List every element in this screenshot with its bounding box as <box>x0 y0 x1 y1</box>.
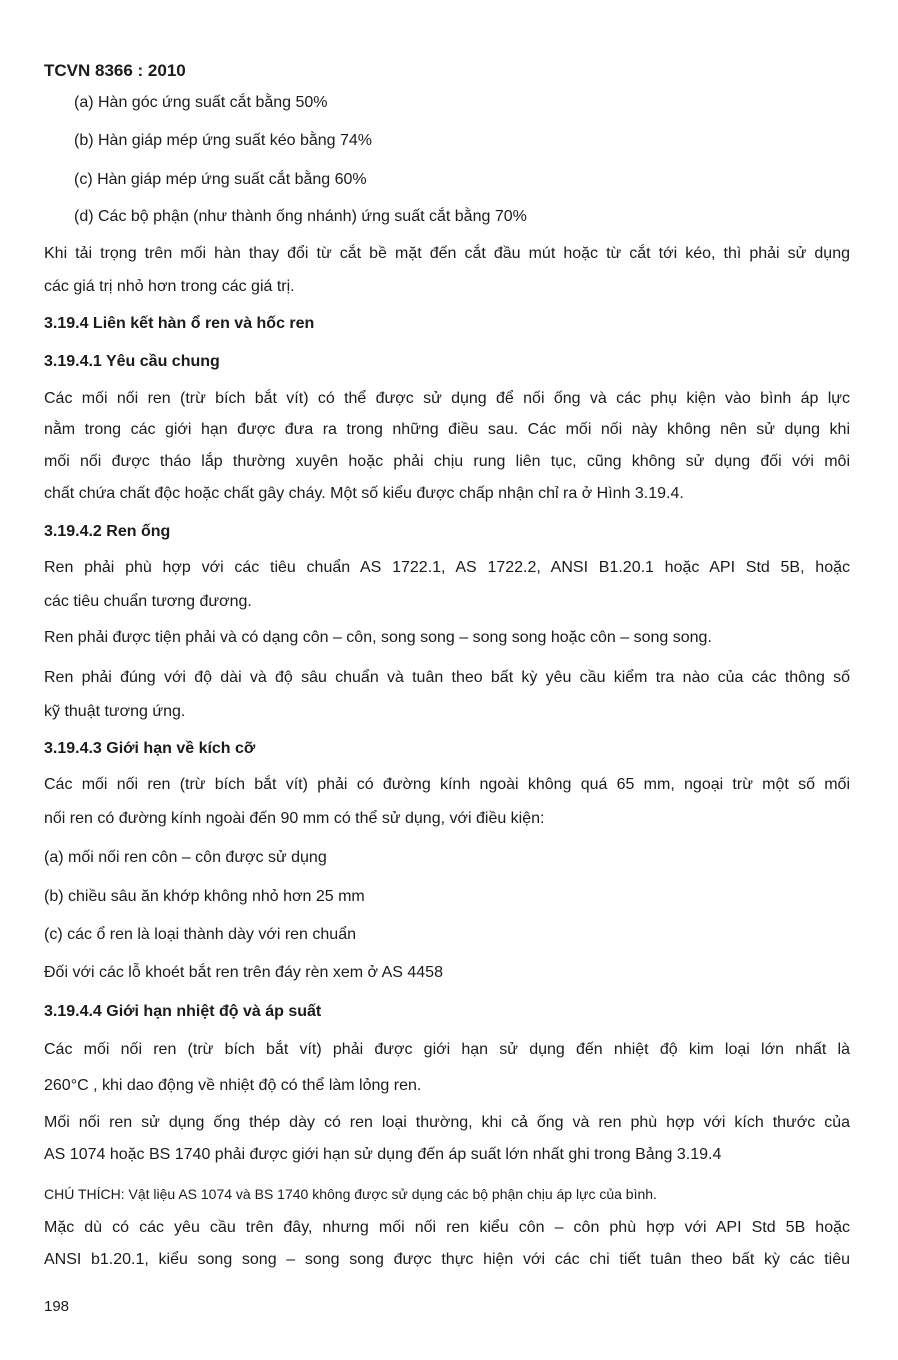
paragraph-line: Ren phải phù hợp với các tiêu chuẩn AS 1722.1, AS 1722.2, ANSI B1.20.1 hoặc API Std 5B, hoặc <box>44 559 850 576</box>
paragraph-line: Các mối nối ren (trừ bích bắt vít) phải được giới hạn sử dụng đến nhiệt độ kim loại lớn nhất là <box>44 1041 850 1058</box>
paragraph-line: Đối với các lỗ khoét bắt ren trên đáy rèn xem ở AS 4458 <box>44 964 443 981</box>
section-heading: 3.19.4.3 Giới hạn về kích cỡ <box>44 740 256 757</box>
paragraph-line: các giá trị nhỏ hơn trong các giá trị. <box>44 278 295 295</box>
section-heading: 3.19.4.2 Ren ống <box>44 523 171 540</box>
paragraph-line: ANSI b1.20.1, kiểu song song – song song được thực hiện với các chi tiết tuân theo bất kỳ các tiêu <box>44 1251 850 1268</box>
page-number: 198 <box>44 1298 70 1315</box>
section-heading: 3.19.4.1 Yêu cầu chung <box>44 353 220 370</box>
paragraph-line: AS 1074 hoặc BS 1740 phải được giới hạn sử dụng đến áp suất lớn nhất ghi trong Bảng 3.19.4 <box>44 1146 722 1163</box>
list-item: (a) mối nối ren côn – côn được sử dụng <box>44 849 327 866</box>
list-item: (a) Hàn góc ứng suất cắt bằng 50% <box>74 94 328 111</box>
paragraph-line: 260°C , khi dao động về nhiệt độ có thể làm lỏng ren. <box>44 1077 422 1094</box>
paragraph-line: Ren phải được tiện phải và có dạng côn – côn, song song – song song hoặc côn – song song. <box>44 629 712 646</box>
paragraph-line: Mối nối ren sử dụng ống thép dày có ren loại thường, khi cả ống và ren phù hợp với kích thước của <box>44 1114 850 1131</box>
list-item: (c) Hàn giáp mép ứng suất cắt bằng 60% <box>74 171 367 188</box>
paragraph-line: nối ren có đường kính ngoài đến 90 mm có thể sử dụng, với điều kiện: <box>44 810 545 827</box>
section-heading: 3.19.4 Liên kết hàn ổ ren và hốc ren <box>44 315 315 332</box>
paragraph-line: Khi tải trọng trên mối hàn thay đổi từ cắt bề mặt đến cắt đầu mút hoặc từ cắt tới kéo, thì phải sử dụng <box>44 245 850 262</box>
paragraph-line: nằm trong các giới hạn được đưa ra trong những điều sau. Các mối nối này không nên sử dụng khi <box>44 421 850 438</box>
paragraph-line: mối nối được tháo lắp thường xuyên hoặc phải chịu rung liên tục, cũng không sử dụng đối với môi <box>44 453 850 470</box>
paragraph-line: Các mối nối ren (trừ bích bắt vít) phải có đường kính ngoài không quá 65 mm, ngoại trừ một số mối <box>44 776 850 793</box>
paragraph-line: Mặc dù có các yêu cầu trên đây, nhưng mối nối ren kiểu côn – côn phù hợp với API Std 5B hoặc <box>44 1219 850 1236</box>
section-heading: 3.19.4.4 Giới hạn nhiệt độ và áp suất <box>44 1003 322 1020</box>
note: CHÚ THÍCH: Vật liệu AS 1074 và BS 1740 không được sử dụng các bộ phận chịu áp lực của bình. <box>44 1186 657 1202</box>
list-item: (c) các ổ ren là loại thành dày với ren chuẩn <box>44 926 356 943</box>
paragraph-line: kỹ thuật tương ứng. <box>44 703 186 720</box>
list-item: (b) Hàn giáp mép ứng suất kéo bằng 74% <box>74 132 373 149</box>
list-item: (b) chiều sâu ăn khớp không nhỏ hơn 25 mm <box>44 888 365 905</box>
standard-code: TCVN 8366 : 2010 <box>44 61 186 80</box>
paragraph-line: Ren phải đúng với độ dài và độ sâu chuẩn và tuân theo bất kỳ yêu cầu kiểm tra nào của các thông số <box>44 669 850 686</box>
paragraph-line: chất chứa chất độc hoặc chất gây cháy. Một số kiểu được chấp nhận chỉ ra ở Hình 3.19.4. <box>44 485 684 502</box>
paragraph-line: Các mối nối ren (trừ bích bắt vít) có thể được sử dụng để nối ống và các phụ kiện vào bình áp lực <box>44 390 850 407</box>
paragraph-line: các tiêu chuẩn tương đương. <box>44 593 252 610</box>
list-item: (d) Các bộ phận (như thành ống nhánh) ứng suất cắt bằng 70% <box>74 208 527 225</box>
